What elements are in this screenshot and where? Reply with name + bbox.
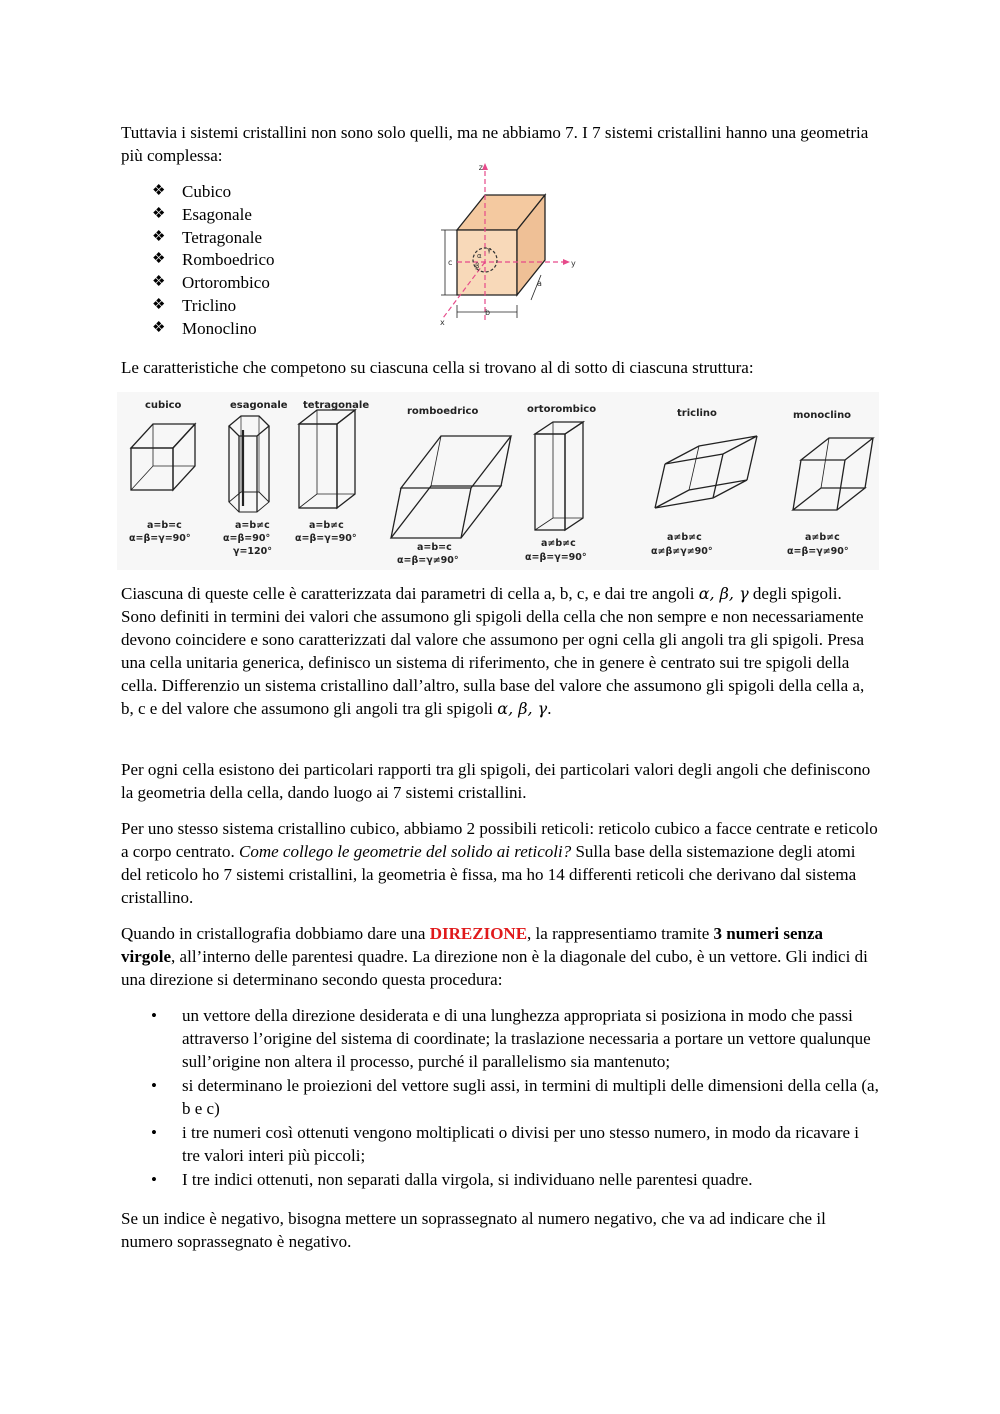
star-bullet-icon: ❖ [152,183,166,199]
list-item-text: I tre indici ottenuti, non separati dalla virgola, si individuano nelle parentesi quadre. [182,1170,753,1189]
negative-index-paragraph [121,1207,879,1253]
star-bullet-icon: ❖ [152,228,166,245]
cell-name-cubico: cubico [145,400,182,411]
list-item [121,1074,879,1120]
dot-bullet-icon: • [151,1076,157,1095]
cell-params-angles-triclino: α≠β≠γ≠90° [651,546,713,557]
paragraph-text: Se un indice è negativo, bisogna mettere un soprassegnato al numero negativo, che va ad indicare che il numero soprassegnato è negativo. [121,1209,826,1251]
list-item [121,180,441,203]
angle-label-alpha: α [477,252,482,260]
cell-name-triclino: triclino [677,408,717,419]
rhombohedral-cell-drawing [391,436,511,538]
list-item-text: si determinano le proiezioni del vettore sugli assi, in termini di multipli delle dimensioni della cella (a, b e c) [182,1076,879,1118]
paragraph-text-part: Quando in cristallografia dobbiamo dare una [121,924,430,943]
hexagonal-cell-drawing [229,416,269,512]
cell-params-a-monoclino: a≠b≠c [805,532,840,543]
list-item-label: Tetragonale [182,227,262,247]
star-bullet-icon: ❖ [152,274,166,291]
tetragonal-cell-drawing [299,410,355,508]
dot-bullet-icon: • [151,1170,157,1189]
axis-label-x: x [440,318,445,327]
list-item [121,294,441,317]
axis-label-y: y [571,259,576,268]
cell-name-tetragonale: tetragonale [303,400,370,411]
cell-name-esagonale: esagonale [230,400,288,411]
orthorhombic-cell-drawing [535,422,583,530]
unit-cell-axes-figure [437,160,587,330]
paragraph-text [121,817,879,909]
italic-question: Come collego le geometrie del solido ai reticoli? [239,842,572,861]
bold-phrase: 3 numeri senza virgole [121,924,824,966]
cell-params-a-esagonale: a=b≠c [235,520,270,531]
cubic-cell-drawing [131,424,195,490]
cell-name-ortorombico: ortorombico [527,404,597,415]
cell-params-gamma-esagonale: γ=120° [233,546,273,557]
list-item-label: Cubico [182,182,232,201]
star-bullet-icon: ❖ [152,319,166,336]
list-item [121,1004,879,1073]
triclinic-cell-drawing [655,436,757,508]
cell-params-angles-tetragonale: α=β=γ=90° [295,533,357,544]
paragraph-text-part: Per uno stesso sistema cristallino cubico, abbiamo 2 possibili reticoli: reticolo cubico a facce centrate e reticolo a corpo centrato. [121,819,878,861]
math-angles: α, β, γ [497,699,548,718]
cell-params-a-triclino: a≠b≠c [667,532,702,543]
list-item [121,317,441,340]
paragraph-text-part: . [547,699,552,718]
highlight-direzione: DIREZIONE [429,924,528,943]
angle-label-beta: β [475,262,480,270]
list-item [121,1121,879,1167]
list-item-label: Monoclino [182,318,257,338]
crystal-systems-figure [117,392,879,570]
math-angles: α, β, γ [698,584,749,603]
cell-params-angles-romboedrico: α=β=γ≠90° [397,555,459,566]
cell-params-a-tetragonale: a=b≠c [309,520,344,531]
intro-text: Tuttavia i sistemi cristallini non sono solo quelli, ma ne abbiamo 7. I 7 sistemi cristallini hanno una geometria più complessa: [121,123,869,165]
procedure-list [121,1004,879,1192]
list-item-label: Esagonale [182,204,252,224]
monoclinic-cell-drawing [793,438,873,510]
paragraph-text: Per ogni cella esistono dei particolari rapporti tra gli spigoli, dei particolari valori degli angoli che definiscono la geometria della cella, dando luogo ai 7 sistemi cristallini. [121,760,871,802]
list-item-text: i tre numeri così ottenuti vengono moltiplicati o divisi per uno stesso numero, in modo da ricavare i tre valori interi più piccoli; [182,1123,860,1165]
lattice-paragraph [121,817,879,909]
cell-params-a-ortorombico: a≠b≠c [541,538,576,549]
crystal-systems-diagram [117,392,879,570]
paragraph-text-part: degli spigoli. Sono definiti in termini dei valori che assumono gli spigoli della cella che non sempre e non necessariamente devono coincidere e sono caratterizzati dal valore che assumono per ogni cella gli angoli tra gli spigoli. Presa una cella unitaria generica, definisco un sistema di riferimento, che in genere è centrato sui tre spigoli della cella. Differenzio un sistema cristallino dall’altro, sulla base del valore che assumono gli spigoli della cella a, b, c e del valore che assumono gli angoli tra gli spigoli [121,584,865,718]
cell-params-angles-monoclino: α=β=γ≠90° [787,546,849,557]
cells-intro-paragraph [121,356,879,379]
list-item-label: Triclino [182,295,237,315]
geometry-paragraph [121,758,879,804]
paragraph-text-part: , la rappresentiamo tramite [527,924,714,943]
edge-label-a: a [537,279,542,288]
list-item [121,226,441,249]
list-item [121,1168,879,1191]
axis-label-z: z [478,163,483,172]
cells-intro-text: Le caratteristiche che competono su ciascuna cella si trovano al di sotto di ciascuna struttura: [121,358,754,377]
list-item [121,271,441,294]
list-item-text: un vettore della direzione desiderata e di una lunghezza appropriata si posiziona in modo che passi attraverso l’origine del sistema di coordinate; la traslazione necessaria a portare un vettore qualunque sull’origine non altera il processo, purché il parallelismo sia mantenuto; [182,1006,871,1071]
cell-params-angles-esagonale: α=β=90° [223,533,271,544]
list-item-label: Ortorombico [182,273,270,293]
cell-parameters-paragraph [121,582,879,720]
angle-label-gamma: γ [487,246,492,254]
cell-params-a-cubico: a=b=c [147,520,182,531]
cell-params-angles-cubico: α=β=γ=90° [129,533,191,544]
cell-name-romboedrico: romboedrico [407,406,479,417]
star-bullet-icon: ❖ [152,251,166,268]
list-item [121,248,441,271]
edge-label-c: c [448,258,453,267]
crystal-systems-list [121,180,441,340]
direction-paragraph [121,922,879,991]
edge-label-b: b [485,308,491,317]
dot-bullet-icon: • [151,1006,157,1025]
unit-cell-diagram [437,160,587,330]
cell-name-monoclino: monoclino [793,410,852,421]
list-item-label: Romboedrico [182,250,275,270]
star-bullet-icon: ❖ [152,205,166,222]
paragraph-text-part: Sulla base della sistemazione degli atomi del reticolo ho 7 sistemi cristallini, la geometria è fissa, ma ho 14 differenti reticoli che derivano dal sistema cristallino. [121,842,857,907]
cell-params-a-romboedrico: a=b=c [417,542,452,553]
cell-params-angles-ortorombico: α=β=γ=90° [525,552,587,563]
paragraph-text-part: Ciascuna di queste celle è caratterizzata dai parametri di cella a, b, c, e dai tre angoli [121,584,699,603]
dot-bullet-icon: • [151,1123,157,1142]
paragraph-text-part: , all’interno delle parentesi quadre. La direzione non è la diagonale del cubo, è un vettore. Gli indici di una direzione si determinano secondo questa procedura: [121,947,868,989]
paragraph-text [121,582,879,720]
paragraph-text [121,922,879,991]
star-bullet-icon: ❖ [152,296,166,313]
list-item [121,203,441,226]
